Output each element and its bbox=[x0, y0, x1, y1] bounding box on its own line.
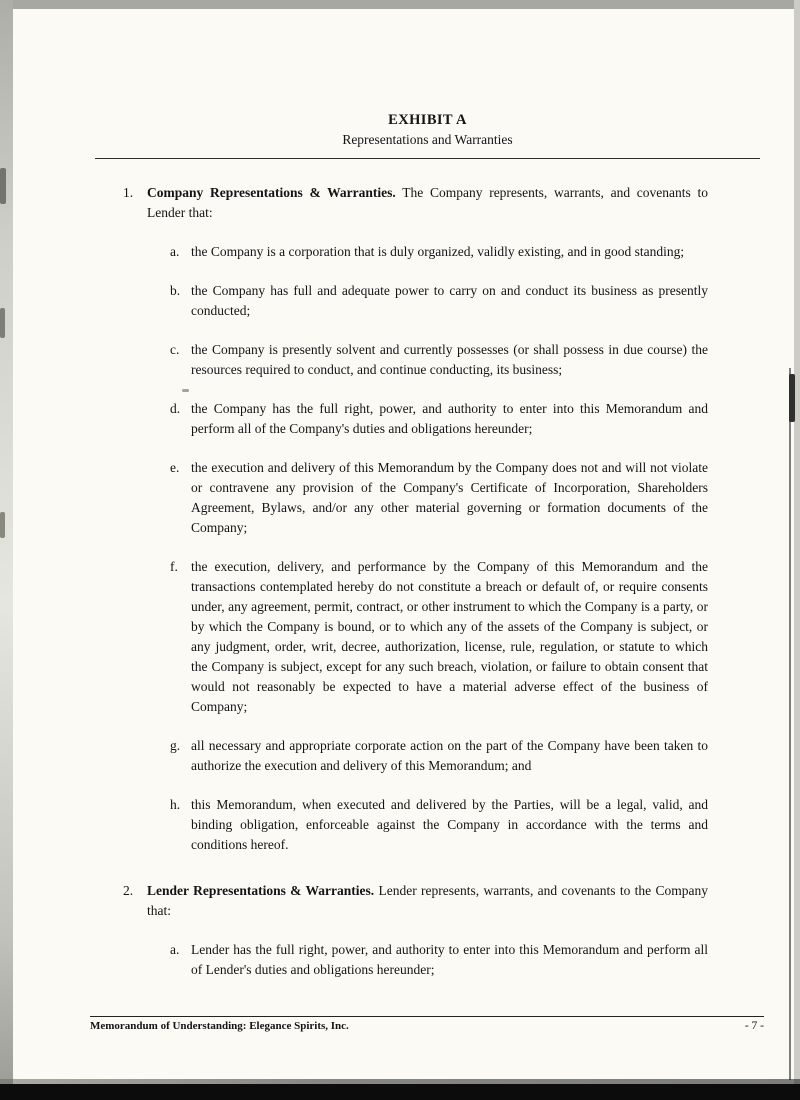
item-letter: d. bbox=[170, 401, 181, 416]
list-item-h bbox=[170, 795, 708, 855]
section-lender-reps bbox=[123, 881, 708, 980]
document-footer bbox=[90, 1016, 764, 1032]
scan-edge-top bbox=[0, 0, 800, 9]
section-title: Company Representations & Warranties. bbox=[147, 185, 396, 200]
exhibit-subtitle: Representations and Warranties bbox=[342, 132, 513, 147]
section-heading-row bbox=[123, 881, 708, 921]
section-items bbox=[170, 940, 708, 980]
item-letter: h. bbox=[170, 797, 181, 812]
sections bbox=[123, 183, 708, 980]
section-intro-text: Lender represents, warrants, and covenants to the Company that: bbox=[147, 883, 708, 918]
item-letter: a. bbox=[170, 244, 180, 259]
footer-document-title: Memorandum of Understanding: Elegance Spirits, Inc. bbox=[90, 1020, 349, 1032]
item-letter: c. bbox=[170, 342, 180, 357]
scan-artifact-mark bbox=[0, 168, 6, 204]
item-letter: f. bbox=[170, 559, 178, 574]
scan-artifact-mark bbox=[0, 308, 5, 338]
section-title: Lender Representations & Warranties. bbox=[147, 883, 375, 898]
header-rule bbox=[95, 158, 760, 159]
footer-row bbox=[90, 1020, 764, 1032]
scan-edge-left bbox=[0, 0, 13, 1100]
item-text: this Memorandum, when executed and delivered by the Parties, will be a legal, valid, and binding obligation, enforceable against the Company in accordance with the terms and conditions hereof. bbox=[191, 797, 708, 852]
scan-artifact-blob bbox=[789, 374, 795, 422]
exhibit-title: EXHIBIT A bbox=[388, 112, 467, 128]
item-letter: b. bbox=[170, 283, 181, 298]
item-text: the Company has full and adequate power to carry on and conduct its business as presently conducted; bbox=[191, 283, 708, 318]
list-item-a bbox=[170, 940, 708, 980]
footer-page-number: - 7 - bbox=[744, 1020, 764, 1032]
scan-artifact-line bbox=[789, 368, 791, 1080]
list-item-e bbox=[170, 458, 708, 538]
list-item-f bbox=[170, 557, 708, 717]
item-text: the Company is presently solvent and currently possesses (or shall possess in due course) the resources required to conduct, and continue conducting, its business; bbox=[191, 342, 708, 377]
list-item-b bbox=[170, 281, 708, 321]
item-text: the execution, delivery, and performance by the Company of this Memorandum and the transactions contemplated hereby do not constitute a breach or default of, or require consents under, any agreement, permit, contract, or other instrument to which the Company is a party, or by which the Company is bound, or to which any of the assets of the Company is subject, or any judgment, order, writ, decree, authorization, license, rule, regulation, or statute to which the Company is subject, except for any such breach, violation, or failure to obtain consent that would not reasonably be expected to have a material adverse effect of the business of Company; bbox=[191, 559, 708, 714]
section-number: 2. bbox=[123, 883, 134, 898]
item-text: all necessary and appropriate corporate action on the part of the Company have been taken to authorize the execution and delivery of this Memorandum; and bbox=[191, 738, 708, 773]
scan-bottom-bar bbox=[0, 1084, 800, 1100]
item-text: the Company is a corporation that is duly organized, validly existing, and in good standing; bbox=[191, 244, 685, 259]
list-item-c bbox=[170, 340, 708, 380]
footer-rule bbox=[90, 1016, 764, 1017]
list-item-g bbox=[170, 736, 708, 776]
section-intro-text: The Company represents, warrants, and covenants to Lender that: bbox=[147, 185, 709, 220]
section-intro bbox=[147, 881, 708, 921]
scan-bottom-shadow bbox=[0, 1079, 800, 1084]
section-heading-row bbox=[123, 183, 708, 223]
list-item-d bbox=[170, 399, 708, 439]
item-text: Lender has the full right, power, and authority to enter into this Memorandum and perform all of Lender's duties and obligations hereunder; bbox=[191, 942, 708, 977]
document-content bbox=[95, 112, 760, 980]
item-letter: a. bbox=[170, 942, 180, 957]
section-number: 1. bbox=[123, 185, 134, 200]
item-letter: g. bbox=[170, 738, 181, 753]
item-letter: e. bbox=[170, 460, 180, 475]
section-intro bbox=[147, 183, 708, 223]
section-company-reps bbox=[123, 183, 708, 855]
scan-artifact-mark bbox=[0, 512, 5, 538]
section-items bbox=[170, 242, 708, 855]
scan-edge-right bbox=[794, 0, 800, 1100]
list-item-a bbox=[170, 242, 708, 262]
item-text: the execution and delivery of this Memorandum by the Company does not and will not violate or contravene any provision of the Company's Certificate of Incorporation, Shareholders Agreement, Bylaws, and/or any other material governing or formation documents of the Company; bbox=[191, 460, 708, 535]
item-text: the Company has the full right, power, and authority to enter into this Memorandum and perform all of the Company's duties and obligations hereunder; bbox=[191, 401, 708, 436]
